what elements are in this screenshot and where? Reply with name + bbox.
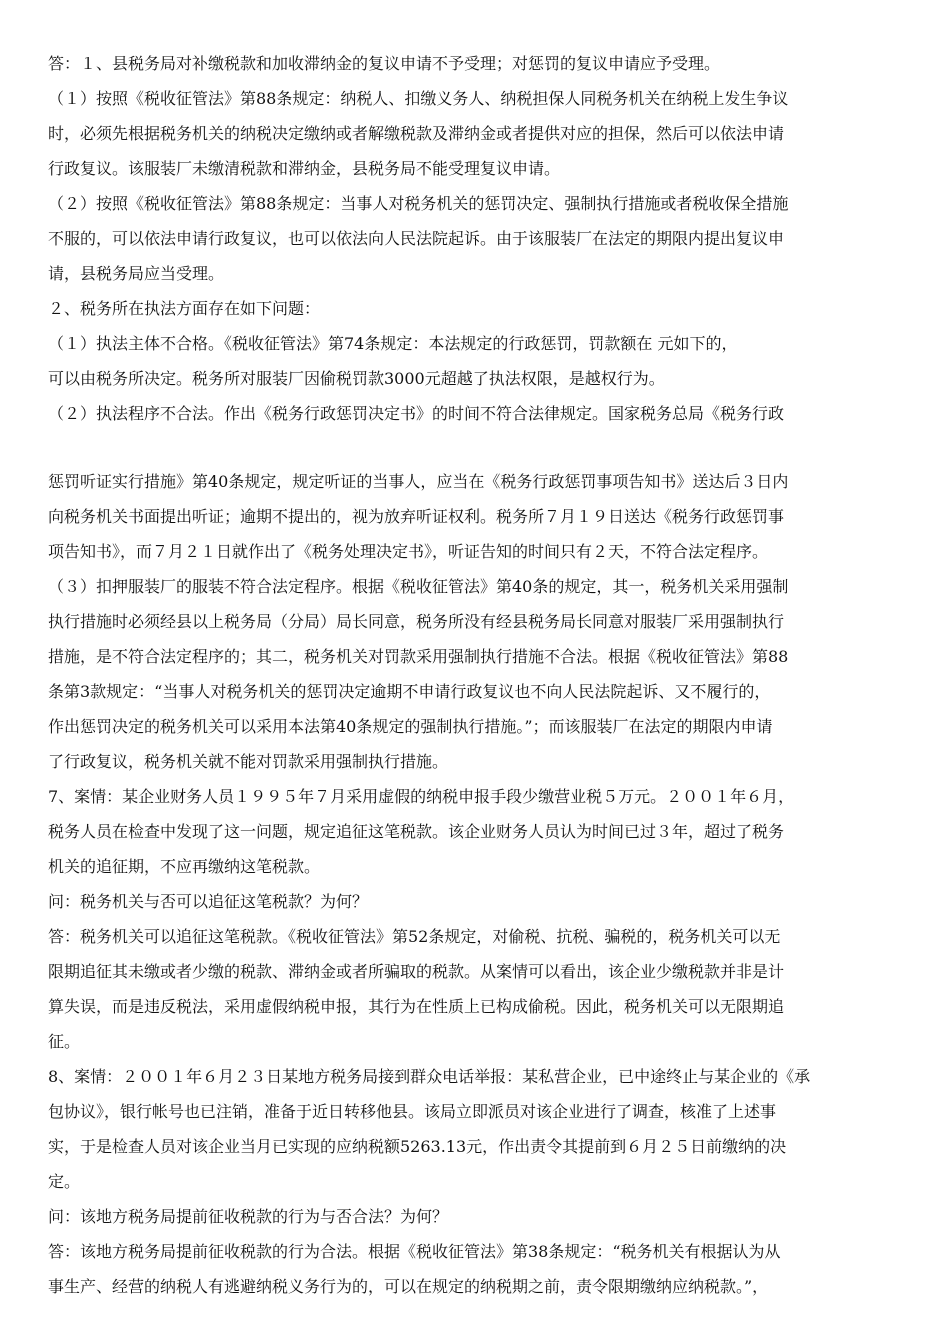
text-line: 征。 — [48, 1032, 81, 1051]
text-line: 算失误，而是违反税法，采用虚假纳税申报，其行为在性质上已构成偷税。因此，税务机关可以无限期追 — [48, 997, 785, 1016]
text-line: 了行政复议，税务机关就不能对罚款采用强制执行措施。 — [48, 752, 449, 771]
text-line: 答：税务机关可以追征这笔税款。《税收征管法》第52条规定，对偷税、抗税、骗税的，税务机关可以无 — [48, 927, 781, 946]
text-line: 问：税务机关与否可以追征这笔税款？为何？ — [48, 892, 369, 911]
text-line: 措施，是不符合法定程序的；其二，税务机关对罚款采用强制执行措施不合法。根据《税收征管法》第88 — [48, 647, 789, 666]
text-line: （３）扣押服装厂的服装不符合法定程序。根据《税收征管法》第40条的规定，其一，税务机关采用强制 — [48, 577, 789, 596]
text-line: 机关的追征期，不应再缴纳这笔税款。 — [48, 857, 321, 876]
text-line: 7、案情：某企业财务人员１９９５年７月采用虚假的纳税申报手段少缴营业税５万元。２００１年６月， — [48, 787, 795, 806]
text-line: 限期追征其未缴或者少缴的税款、滞纳金或者所骗取的税款。从案情可以看出，该企业少缴税款并非是计 — [48, 962, 785, 981]
text-line: （１）按照《税收征管法》第88条规定：纳税人、扣缴义务人、纳税担保人同税务机关在纳税上发生争议 — [48, 89, 789, 108]
text-line: 惩罚听证实行措施》第40条规定，规定听证的当事人，应当在《税务行政惩罚事项告知书》送达后３日内 — [48, 472, 789, 491]
text-line: 不服的，可以依法申请行政复议，也可以依法向人民法院起诉。由于该服装厂在法定的期限内提出复议申 — [48, 229, 785, 248]
text-line: ２、税务所在执法方面存在如下问题： — [48, 299, 321, 318]
text-line: 可以由税务所决定。税务所对服装厂因偷税罚款3000元超越了执法权限，是越权行为。 — [48, 369, 665, 388]
text-line: 8、案情：２００１年６月２３日某地方税务局接到群众电话举报：某私营企业，已中途终止与某企业的《承 — [48, 1067, 811, 1086]
text-line: 答：该地方税务局提前征收税款的行为合法。根据《税收征管法》第38条规定：“税务机关有根据认为从 — [48, 1242, 781, 1261]
text-line: 条第3款规定：“当事人对税务机关的惩罚决定逾期不申请行政复议也不向人民法院起诉、又不履行的， — [48, 682, 771, 701]
text-line: 项告知书》，而７月２１日就作出了《税务处理决定书》，听证告知的时间只有２天，不符合法定程序。 — [48, 542, 769, 561]
text-line: （２）按照《税收征管法》第88条规定：当事人对税务机关的惩罚决定、强制执行措施或者税收保全措施 — [48, 194, 789, 213]
text-line: 税务人员在检查中发现了这一问题，规定追征这笔税款。该企业财务人员认为时间已过３年，超过了税务 — [48, 822, 785, 841]
text-line: 定。 — [48, 1172, 81, 1191]
text-line: 问：该地方税务局提前征收税款的行为与否合法？为何？ — [48, 1207, 449, 1226]
text-line: 执行措施时必须经县以上税务局（分局）局长同意，税务所没有经县税务局长同意对服装厂采用强制执行 — [48, 612, 785, 631]
text-line: 作出惩罚决定的税务机关可以采用本法第40条规定的强制执行措施。”；而该服装厂在法定的期限内申请 — [48, 717, 773, 736]
text-line: 请，县税务局应当受理。 — [48, 264, 225, 283]
text-line: （１）执法主体不合格。《税收征管法》第74条规定：本法规定的行政惩罚，罚款额在 元如下的， — [48, 334, 738, 353]
text-line: 包协议》，银行帐号也已注销，准备于近日转移他县。该局立即派员对该企业进行了调查，核准了上述事 — [48, 1102, 777, 1121]
text-line: 时，必须先根据税务机关的纳税决定缴纳或者解缴税款及滞纳金或者提供对应的担保，然后可以依法申请 — [48, 124, 785, 143]
text-line: 事生产、经营的纳税人有逃避纳税义务行为的，可以在规定的纳税期之前，责令限期缴纳应纳税款。”， — [48, 1277, 769, 1296]
text-line: 行政复议。该服装厂未缴清税款和滞纳金，县税务局不能受理复议申请。 — [48, 159, 561, 178]
text-line: 答：１、县税务局对补缴税款和加收滞纳金的复议申请不予受理；对惩罚的复议申请应予受理。 — [48, 54, 721, 73]
text-line: （２）执法程序不合法。作出《税务行政惩罚决定书》的时间不符合法律规定。国家税务总局《税务行政 — [48, 404, 785, 423]
text-line: 实，于是检查人员对该企业当月已实现的应纳税额5263.13元，作出责令其提前到６月２５日前缴纳的决 — [48, 1137, 787, 1156]
text-line: 向税务机关书面提出听证；逾期不提出的，视为放弃听证权利。税务所７月１９日送达《税务行政惩罚事 — [48, 507, 785, 526]
